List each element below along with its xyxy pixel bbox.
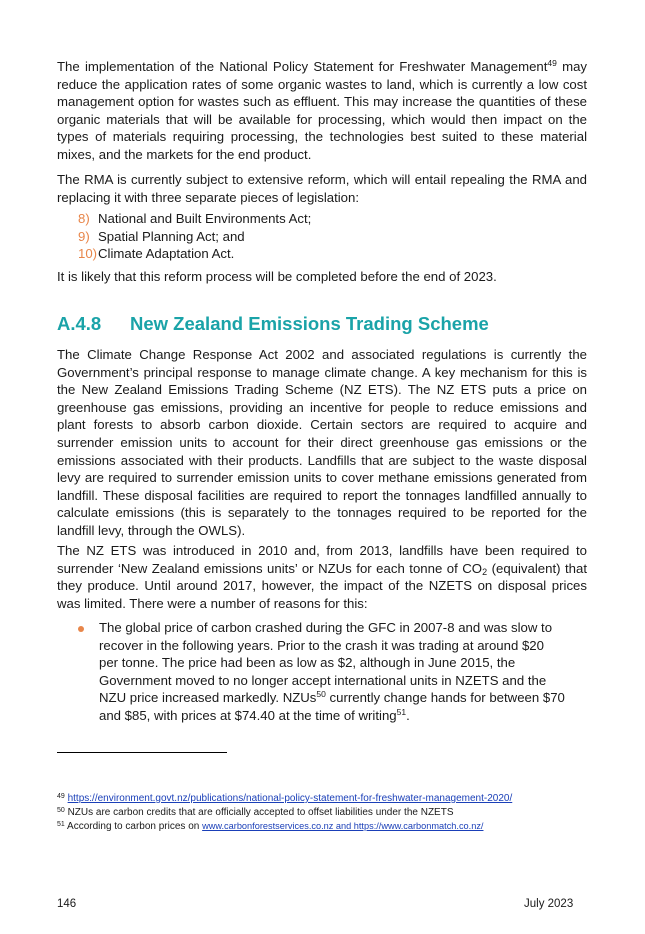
paragraph-rma-reform: The RMA is currently subject to extensive reform, which will entail repealing the RMA and replacing it with three separate pieces of legislation: bbox=[57, 172, 587, 205]
bullet-dot-icon bbox=[78, 626, 84, 632]
paragraph-nz-ets-intro bbox=[57, 542, 587, 612]
footnote-50 bbox=[57, 806, 454, 819]
bullet-text-part: . bbox=[406, 707, 410, 723]
footnote-number: 50 bbox=[57, 807, 65, 814]
footnote-ref-49[interactable]: 49 bbox=[547, 58, 557, 68]
list-item-text: National and Built Environments Act; bbox=[98, 211, 312, 226]
footnote-divider bbox=[57, 752, 227, 753]
footnote-text: NZUs are carbon credits that are officially accepted to offset liabilities under the NZETS bbox=[67, 807, 454, 818]
footnote-51 bbox=[57, 820, 483, 833]
bullet-text bbox=[99, 619, 565, 725]
paragraph-text: The NZ ETS was introduced in 2010 and, from 2013, landfills have been required to surrender ‘New Zealand emissions units’ or NZUs for each tonne of CO bbox=[57, 543, 587, 576]
paragraph-climate-change-act: The Climate Change Response Act 2002 and associated regulations is currently the Government’s principal response to manage climate change. A key mechanism for this is the New Zealand Emissions Trading Scheme (NZ ETS). The NZ ETS puts a price on greenhouse gas emissions, providing an incentive for people to reduce emissions and plant forests to absorb carbon dioxide. Certain sectors are required to acquire and surrender emission units to account for their direct greenhouse gas emissions or the emissions associated with their products. Landfills that are subject to the waste disposal levy are required to surrender emission units to cover methane emissions generated from landfill. These disposal facilities are required to report the tonnages landfilled annually to calculate emissions (this is separately to the tonnages required to be reported for the landfill levy, through the OWLS). bbox=[57, 347, 587, 538]
paragraph-text: (equivalent) that they produce. Until around 2017, however, the impact of the NZETS on disposal prices was limited. There were a number of reasons for this: bbox=[57, 560, 588, 611]
section-heading bbox=[57, 313, 489, 335]
paragraph-text: may reduce the application rates of some organic wastes to land, which is currently a low cost management option for wastes such as effluent. This may increase the quantities of these organic materials that will be available for processing, which would then impact on the types of materials requiring processing, the technologies best suited to these material mixes, and the markets for the end product. bbox=[57, 59, 588, 162]
list-item bbox=[78, 210, 311, 228]
list-item bbox=[78, 245, 311, 263]
footer-date: July 2023 bbox=[524, 898, 574, 910]
list-number: 10) bbox=[78, 246, 98, 262]
paragraph-text: The implementation of the National Policy Statement for Freshwater Management bbox=[57, 59, 548, 74]
footnote-link[interactable]: https://environment.govt.nz/publications/national-policy-statement-for-freshwater-management-2020/ bbox=[67, 793, 513, 804]
page-number: 146 bbox=[57, 898, 77, 910]
list-item bbox=[78, 228, 311, 246]
list-number: 8) bbox=[78, 211, 90, 226]
footnote-49 bbox=[57, 792, 512, 805]
footnote-ref-50[interactable]: 50 bbox=[316, 689, 326, 700]
footnote-link[interactable]: www.carbonforestservices.co.nz and https://www.carbonmatch.co.nz/ bbox=[202, 821, 484, 831]
bullet-text-part: currently change hands for between $70 and $85, with prices at $74.40 at the time of writing bbox=[99, 690, 565, 723]
legislation-list bbox=[78, 210, 311, 263]
bullet-item-carbon-price bbox=[78, 619, 565, 725]
footnote-number: 51 bbox=[57, 821, 65, 828]
footnote-text: According to carbon prices on bbox=[67, 821, 203, 832]
subscript-2: 2 bbox=[482, 566, 488, 577]
bullet-text-part: The global price of carbon crashed during the GFC in 2007-8 and was slow to recover in the following years. Prior to the crash it was trading at around $20 per tonne. The price had been as low as $2, although in June 2015, the Government moved to no longer accept international units in NZETS and the NZU price increased markedly. NZUs bbox=[99, 620, 553, 706]
list-number: 9) bbox=[78, 228, 90, 244]
footnote-ref-51[interactable]: 51 bbox=[396, 706, 407, 717]
footnote-number: 49 bbox=[57, 793, 65, 800]
paragraph-freshwater bbox=[57, 58, 587, 164]
list-item-text: Spatial Planning Act; and bbox=[98, 228, 245, 244]
section-number: A.4.8 bbox=[57, 313, 102, 334]
paragraph-reform-timing: It is likely that this reform process will be completed before the end of 2023. bbox=[57, 269, 497, 284]
list-item-text: Climate Adaptation Act. bbox=[98, 246, 235, 262]
section-title: New Zealand Emissions Trading Scheme bbox=[130, 313, 489, 334]
